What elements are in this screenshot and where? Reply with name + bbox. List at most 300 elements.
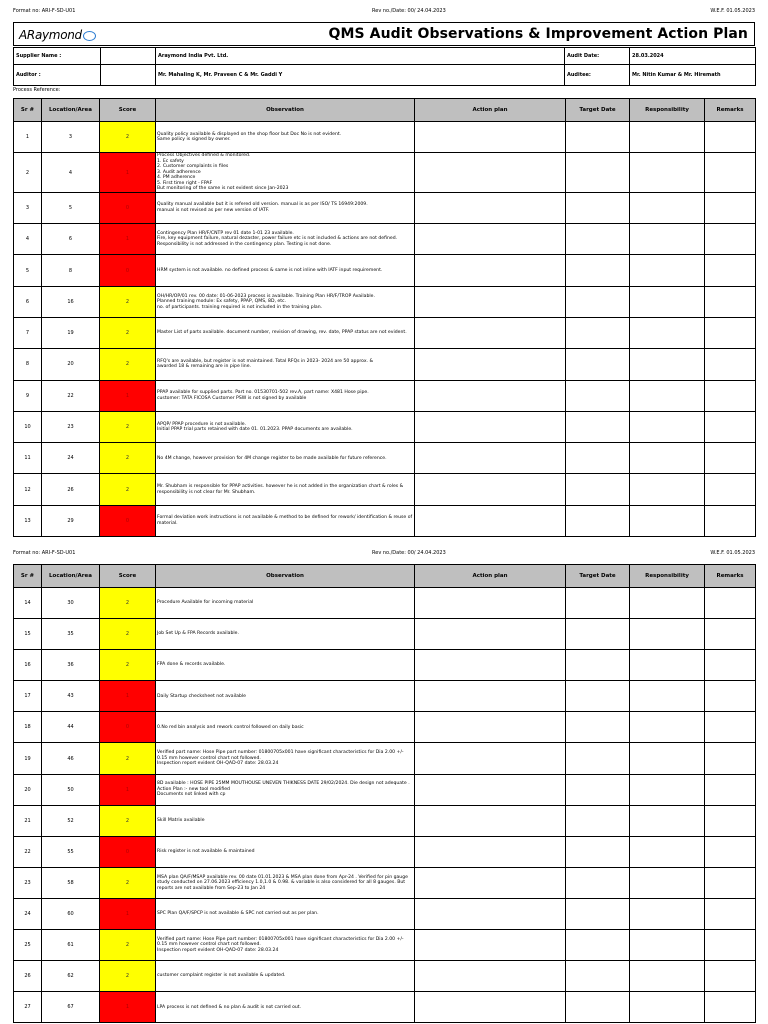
responsibility-cell[interactable] (630, 805, 705, 836)
observation-header: Observation (156, 99, 415, 122)
observation-cell: Process Objectives defined & monitored. 1. Ec safety 2. Customer complaints in files 3. Audit adherence 4. PM adherence 5. First time right - FPAF But monitoring of the same is not evident since Jan-2023 (156, 153, 415, 193)
table-row (14, 774, 756, 805)
table-row (14, 867, 756, 898)
score-cell (100, 836, 156, 867)
score-value: 2 (125, 424, 130, 431)
location-cell: 30 (42, 588, 100, 619)
score-value: 0 (125, 517, 130, 524)
table-row (14, 286, 756, 317)
target-date-cell[interactable] (566, 867, 630, 898)
responsibility-cell[interactable] (630, 474, 705, 505)
location-cell: 3 (42, 122, 100, 153)
observation-header: Observation (156, 565, 415, 588)
observation-table-page1 (13, 98, 756, 537)
revision-number: Rev no./Date: 00/ 24.04.2023 (372, 8, 446, 14)
target-date-cell[interactable] (566, 650, 630, 681)
score-cell (100, 122, 156, 153)
table-row (14, 961, 756, 992)
remarks-cell[interactable] (705, 349, 756, 380)
remarks-cell[interactable] (705, 153, 756, 193)
observation-cell: Job Set Up & FPA Records available. (156, 619, 415, 650)
location-cell: 29 (42, 505, 100, 536)
score-value: 1 (125, 910, 130, 917)
target-date-cell[interactable] (566, 961, 630, 992)
score-value: 0 (125, 267, 130, 274)
score-cell (100, 588, 156, 619)
observation-cell: Risk register is not available & maintained (156, 836, 415, 867)
action-plan-cell[interactable] (415, 474, 566, 505)
remarks-cell[interactable] (705, 380, 756, 411)
action-plan-cell[interactable] (415, 681, 566, 712)
responsibility-cell[interactable] (630, 349, 705, 380)
observation-cell: Skill Matrix available (156, 805, 415, 836)
location-cell: 44 (42, 712, 100, 743)
score-value: 2 (125, 755, 130, 762)
sr-cell: 18 (14, 712, 42, 743)
sr-cell: 20 (14, 774, 42, 805)
observation-cell: Verified part name: Hose Pipe part number: 01800705x001 have significant characteristics for Dia 2.00 +/- 0.15 mm however control chart not followed. Inspection report evident OH-QAD-07 date: 28.03.24 (156, 743, 415, 774)
location-header: Location/Area (42, 565, 100, 588)
remarks-header: Remarks (705, 565, 756, 588)
observation-cell: Procedure Available for incoming material (156, 588, 415, 619)
score-cell (100, 349, 156, 380)
score-value: 2 (125, 600, 130, 607)
target-date-cell[interactable] (566, 836, 630, 867)
score-cell (100, 743, 156, 774)
score-cell (100, 774, 156, 805)
score-cell (100, 650, 156, 681)
target-date-cell[interactable] (566, 681, 630, 712)
target-date-cell[interactable] (566, 588, 630, 619)
table-row (14, 619, 756, 650)
page1-header-line (0, 0, 768, 14)
observation-cell: Mr. Shubham is responsible for PPAP activities. however he is not added in the organization chart & roles & responsibility is not clear for Mr. Shubham. (156, 474, 415, 505)
responsibility-header: Responsibility (630, 99, 705, 122)
location-cell: 55 (42, 836, 100, 867)
action-plan-cell[interactable] (415, 411, 566, 442)
process-reference-label: Process Reference: (13, 87, 61, 93)
score-value: 2 (125, 662, 130, 669)
score-cell (100, 681, 156, 712)
observation-cell: LPA process is not defined & no plan & audit is not carried out. (156, 992, 415, 1023)
sr-cell: 27 (14, 992, 42, 1023)
score-value: 2 (125, 361, 130, 368)
sr-cell: 16 (14, 650, 42, 681)
responsibility-cell[interactable] (630, 411, 705, 442)
sr-cell: 14 (14, 588, 42, 619)
observation-cell: 0.No red bin analysis and rework control followed on daily basic (156, 712, 415, 743)
action-plan-cell[interactable] (415, 505, 566, 536)
remarks-cell[interactable] (705, 224, 756, 255)
target-date-cell[interactable] (566, 898, 630, 929)
score-cell (100, 224, 156, 255)
remarks-cell[interactable] (705, 122, 756, 153)
observation-cell: Daily Startup checksheet not available (156, 681, 415, 712)
target-date-cell[interactable] (566, 380, 630, 411)
sr-cell: 19 (14, 743, 42, 774)
remarks-cell[interactable] (705, 898, 756, 929)
responsibility-cell[interactable] (630, 992, 705, 1023)
table-row (14, 681, 756, 712)
format-number-2: Format no: ARI-F-SD-U01 (13, 550, 76, 556)
remarks-cell[interactable] (705, 992, 756, 1023)
remarks-cell[interactable] (705, 286, 756, 317)
action-plan-cell[interactable] (415, 317, 566, 348)
score-value: 2 (125, 298, 130, 305)
location-cell: 67 (42, 992, 100, 1023)
sr-cell: 13 (14, 505, 42, 536)
table-row (14, 349, 756, 380)
remarks-header: Remarks (705, 99, 756, 122)
action-plan-cell[interactable] (415, 992, 566, 1023)
page2-header-line (0, 542, 768, 556)
location-cell: 61 (42, 930, 100, 961)
responsibility-cell[interactable] (630, 443, 705, 474)
table-row (14, 992, 756, 1023)
score-cell (100, 317, 156, 348)
action-plan-header: Action plan (415, 99, 566, 122)
location-cell: 24 (42, 443, 100, 474)
sr-cell: 3 (14, 192, 42, 223)
target-date-cell[interactable] (566, 153, 630, 193)
location-header: Location/Area (42, 99, 100, 122)
action-plan-cell[interactable] (415, 286, 566, 317)
table-row (14, 588, 756, 619)
target-date-cell[interactable] (566, 474, 630, 505)
target-date-cell[interactable] (566, 122, 630, 153)
auditor-label: Auditor : (14, 65, 101, 86)
action-plan-cell[interactable] (415, 743, 566, 774)
observation-cell: 8D available : HOSE PIPE 25MM MOUTHOUSE UNEVEN THIKNESS DATE 29/02/2024. Die design not adequate . Action Plan :- new tool modified Documents not linked with cp (156, 774, 415, 805)
location-cell: 4 (42, 153, 100, 193)
table-row (14, 505, 756, 536)
responsibility-cell[interactable] (630, 192, 705, 223)
responsibility-cell[interactable] (630, 588, 705, 619)
remarks-cell[interactable] (705, 867, 756, 898)
score-value: 2 (125, 631, 130, 638)
remarks-cell[interactable] (705, 774, 756, 805)
observation-cell: PPAP available for supplied parts. Part no. 01530701-502 rev.A, part name: X481 Hose pipe. customer: TATA FICOSA Customer PSW is not signed by available (156, 380, 415, 411)
remarks-cell[interactable] (705, 411, 756, 442)
score-value: 0 (125, 724, 130, 731)
table-row (14, 411, 756, 442)
remarks-cell[interactable] (705, 192, 756, 223)
target-date-cell[interactable] (566, 712, 630, 743)
score-value: 2 (125, 455, 130, 462)
responsibility-cell[interactable] (630, 712, 705, 743)
observation-cell: No 4M change, however provision for 4M change register to be made available for future reference. (156, 443, 415, 474)
sr-cell: 12 (14, 474, 42, 505)
score-cell (100, 505, 156, 536)
table-row (14, 122, 756, 153)
score-header: Score (100, 565, 156, 588)
score-value: 1 (125, 236, 130, 243)
remarks-cell[interactable] (705, 743, 756, 774)
action-plan-cell[interactable] (415, 224, 566, 255)
observation-cell: FPA done & records available. (156, 650, 415, 681)
target-date-cell[interactable] (566, 255, 630, 286)
remarks-cell[interactable] (705, 836, 756, 867)
score-cell (100, 805, 156, 836)
score-cell (100, 255, 156, 286)
score-value: 2 (125, 817, 130, 824)
observation-cell: HRM system is not available. no defined process & same is not inline with IATF input requirement. (156, 255, 415, 286)
target-date-cell[interactable] (566, 619, 630, 650)
score-cell (100, 898, 156, 929)
table-row (14, 712, 756, 743)
location-cell: 60 (42, 898, 100, 929)
observation-cell: customer complaint register is not available & updated. (156, 961, 415, 992)
score-cell (100, 712, 156, 743)
remarks-cell[interactable] (705, 588, 756, 619)
revision-number-2: Rev no./Date: 00/ 24.04.2023 (372, 550, 446, 556)
responsibility-cell[interactable] (630, 867, 705, 898)
location-cell: 20 (42, 349, 100, 380)
table-row (14, 380, 756, 411)
remarks-cell[interactable] (705, 317, 756, 348)
sr-cell: 17 (14, 681, 42, 712)
score-cell (100, 961, 156, 992)
score-cell (100, 474, 156, 505)
target-date-cell[interactable] (566, 192, 630, 223)
sr-cell: 25 (14, 930, 42, 961)
score-value: 1 (125, 693, 130, 700)
action-plan-cell[interactable] (415, 650, 566, 681)
responsibility-cell[interactable] (630, 650, 705, 681)
location-cell: 8 (42, 255, 100, 286)
location-cell: 19 (42, 317, 100, 348)
sr-cell: 7 (14, 317, 42, 348)
sr-cell: 22 (14, 836, 42, 867)
table-row (14, 898, 756, 929)
action-plan-cell[interactable] (415, 619, 566, 650)
action-plan-cell[interactable] (415, 255, 566, 286)
location-cell: 43 (42, 681, 100, 712)
observation-cell: Verified part name: Hose Pipe part number: 01800705x001 have significant characteristics for Dia 2.00 +/- 0.15 mm however control chart not followed. Inspection report evident OH-QAD-07 date: 28.03.24 (156, 930, 415, 961)
table-row (14, 317, 756, 348)
remarks-cell[interactable] (705, 930, 756, 961)
action-plan-cell[interactable] (415, 122, 566, 153)
sr-header: Sr # (14, 565, 42, 588)
auditee-label: Auditee: (565, 65, 630, 86)
target-date-header: Target Date (566, 99, 630, 122)
remarks-cell[interactable] (705, 619, 756, 650)
sr-cell: 8 (14, 349, 42, 380)
target-date-cell[interactable] (566, 224, 630, 255)
action-plan-cell[interactable] (415, 192, 566, 223)
supplier-value: Araymond India Pvt. Ltd. (156, 48, 565, 65)
target-date-cell[interactable] (566, 317, 630, 348)
sr-cell: 26 (14, 961, 42, 992)
wef-date-2: W.E.F. 01.05.2023 (710, 550, 755, 556)
action-plan-cell[interactable] (415, 867, 566, 898)
logo-circle-icon (83, 31, 96, 41)
score-cell (100, 930, 156, 961)
responsibility-cell[interactable] (630, 681, 705, 712)
score-cell (100, 192, 156, 223)
responsibility-cell[interactable] (630, 317, 705, 348)
observation-cell: Contingency Plan HR/F/CNTP rev 01 date 1-01 23 available. Fire, key equipment failure, natural dezaster, power failure etc is not included & actions are not defined. Responsibility is not addressed in the contingency plan. Testing is not done. (156, 224, 415, 255)
table-row (14, 443, 756, 474)
sr-cell: 11 (14, 443, 42, 474)
sr-cell: 15 (14, 619, 42, 650)
sr-cell: 10 (14, 411, 42, 442)
location-cell: 62 (42, 961, 100, 992)
responsibility-cell[interactable] (630, 505, 705, 536)
observation-cell: RFQ's are available, but register is not maintained. Total RFQs in 2023- 2024 are 50 approx. & awarded 18 & remaining are in pipe line. (156, 349, 415, 380)
observation-cell: SPC Plan QA/F/SPCP is not available & SPC not carried out as per plan. (156, 898, 415, 929)
responsibility-cell[interactable] (630, 619, 705, 650)
score-cell (100, 286, 156, 317)
araymond-logo: ARaymond (19, 28, 96, 42)
table-row (14, 930, 756, 961)
remarks-cell[interactable] (705, 805, 756, 836)
responsibility-cell[interactable] (630, 961, 705, 992)
sr-cell: 5 (14, 255, 42, 286)
score-value: 2 (125, 330, 130, 337)
action-plan-cell[interactable] (415, 349, 566, 380)
responsibility-cell[interactable] (630, 224, 705, 255)
action-plan-header: Action plan (415, 565, 566, 588)
action-plan-cell[interactable] (415, 380, 566, 411)
score-value: 2 (125, 134, 130, 141)
sr-cell: 4 (14, 224, 42, 255)
target-date-cell[interactable] (566, 992, 630, 1023)
responsibility-cell[interactable] (630, 930, 705, 961)
location-cell: 50 (42, 774, 100, 805)
supplier-label: Supplier Name : (14, 48, 101, 65)
action-plan-cell[interactable] (415, 443, 566, 474)
score-value: 1 (125, 1004, 130, 1011)
score-cell (100, 443, 156, 474)
sr-cell: 24 (14, 898, 42, 929)
wef-date: W.E.F. 01.05.2023 (710, 8, 755, 14)
table-row (14, 153, 756, 193)
observation-cell: Quality manual available but it is refered old version. manual is as per ISO/ TS 16949:2009. manual is not revised as per new version of IATF. (156, 192, 415, 223)
remarks-cell[interactable] (705, 712, 756, 743)
target-date-cell[interactable] (566, 774, 630, 805)
score-value: 2 (125, 973, 130, 980)
target-date-cell[interactable] (566, 443, 630, 474)
responsibility-cell[interactable] (630, 743, 705, 774)
observation-cell: Quality policy available & displayed on the shop floor but Doc No is not evident. Same policy is signed by owner. (156, 122, 415, 153)
score-value: 1 (125, 786, 130, 793)
location-cell: 58 (42, 867, 100, 898)
sr-cell: 9 (14, 380, 42, 411)
action-plan-cell[interactable] (415, 712, 566, 743)
sr-cell: 6 (14, 286, 42, 317)
score-header: Score (100, 99, 156, 122)
target-date-cell[interactable] (566, 286, 630, 317)
remarks-cell[interactable] (705, 650, 756, 681)
table-row (14, 805, 756, 836)
action-plan-cell[interactable] (415, 898, 566, 929)
target-date-header: Target Date (566, 565, 630, 588)
audit-date-label: Audit Date: (565, 48, 630, 65)
score-value: 1 (125, 392, 130, 399)
score-cell (100, 867, 156, 898)
audit-info-table (13, 47, 756, 86)
observation-cell: OH/HR/OP/01 rev. 00 date: 01-06-2023 process is available. Training Plan HR/F/TROP Available. Planned training module: Ex safety, PPAP, QMS, 8D, etc. no. of participants. training required is not included in the training plan. (156, 286, 415, 317)
responsibility-cell[interactable] (630, 836, 705, 867)
target-date-cell[interactable] (566, 411, 630, 442)
table-row (14, 650, 756, 681)
score-value: 1 (125, 169, 130, 176)
observation-cell: APQP/ PPAP procedure is not available. Initial PPAP trial parts retained with date 01. 01.2023. PPAP documents are available. (156, 411, 415, 442)
score-cell (100, 992, 156, 1023)
responsibility-cell[interactable] (630, 255, 705, 286)
page-title: QMS Audit Observations & Improvement Action Plan (328, 26, 748, 42)
responsibility-cell[interactable] (630, 153, 705, 193)
table-row (14, 743, 756, 774)
location-cell: 5 (42, 192, 100, 223)
responsibility-cell[interactable] (630, 380, 705, 411)
action-plan-cell[interactable] (415, 961, 566, 992)
target-date-cell[interactable] (566, 743, 630, 774)
location-cell: 16 (42, 286, 100, 317)
action-plan-cell[interactable] (415, 588, 566, 619)
action-plan-cell[interactable] (415, 836, 566, 867)
action-plan-cell[interactable] (415, 153, 566, 193)
score-value: 0 (125, 204, 130, 211)
remarks-cell[interactable] (705, 255, 756, 286)
remarks-cell[interactable] (705, 961, 756, 992)
score-cell (100, 153, 156, 193)
score-cell (100, 380, 156, 411)
score-cell (100, 619, 156, 650)
responsibility-cell[interactable] (630, 122, 705, 153)
observation-cell: Formal deviation work instructions is not available & method to be defined for rework/ identification & reuse of material. (156, 505, 415, 536)
sr-cell: 23 (14, 867, 42, 898)
score-value: 2 (125, 942, 130, 949)
action-plan-cell[interactable] (415, 930, 566, 961)
remarks-cell[interactable] (705, 681, 756, 712)
location-cell: 46 (42, 743, 100, 774)
location-cell: 6 (42, 224, 100, 255)
responsibility-cell[interactable] (630, 898, 705, 929)
title-box (13, 22, 755, 46)
score-value: 0 (125, 848, 130, 855)
location-cell: 22 (42, 380, 100, 411)
table-row (14, 224, 756, 255)
action-plan-cell[interactable] (415, 774, 566, 805)
sr-cell: 1 (14, 122, 42, 153)
table-row (14, 836, 756, 867)
remarks-cell[interactable] (705, 443, 756, 474)
responsibility-cell[interactable] (630, 774, 705, 805)
responsibility-cell[interactable] (630, 286, 705, 317)
auditor-value: Mr. Mahaling K, Mr. Praveen C & Mr. Gaddi Y (156, 65, 565, 86)
location-cell: 36 (42, 650, 100, 681)
action-plan-cell[interactable] (415, 805, 566, 836)
target-date-cell[interactable] (566, 805, 630, 836)
remarks-cell[interactable] (705, 505, 756, 536)
location-cell: 52 (42, 805, 100, 836)
table-row (14, 255, 756, 286)
sr-cell: 2 (14, 153, 42, 193)
responsibility-header: Responsibility (630, 565, 705, 588)
sr-cell: 21 (14, 805, 42, 836)
audit-date-value: 28.03.2024 (630, 48, 756, 65)
score-cell (100, 411, 156, 442)
remarks-cell[interactable] (705, 474, 756, 505)
score-value: 2 (125, 486, 130, 493)
sr-header: Sr # (14, 99, 42, 122)
target-date-cell[interactable] (566, 349, 630, 380)
target-date-cell[interactable] (566, 505, 630, 536)
target-date-cell[interactable] (566, 930, 630, 961)
table-row (14, 474, 756, 505)
